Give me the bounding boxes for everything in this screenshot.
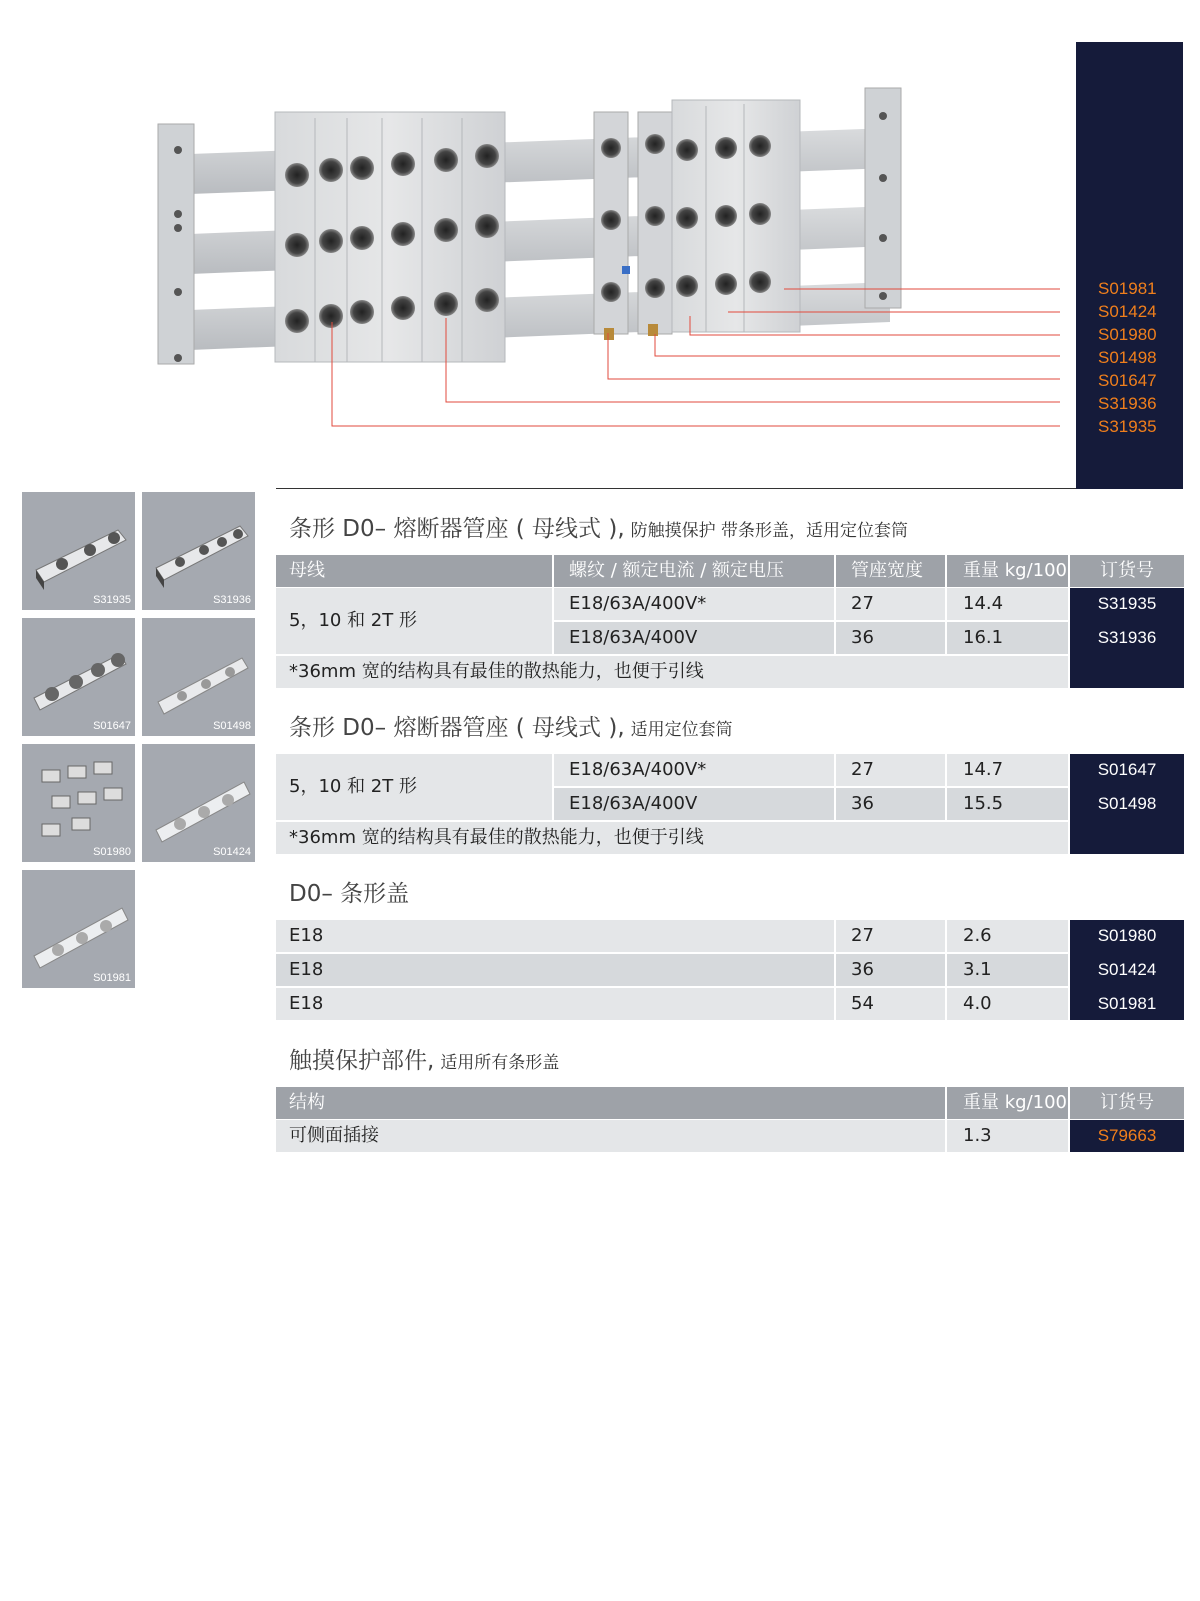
column-divider [834,555,836,654]
section-subtitle: 适用定位套筒 [630,720,733,740]
width-value: 27 [851,925,874,946]
section-subtitle: 适用所有条形盖 [440,1053,560,1073]
weight-value: 16.1 [963,627,1004,648]
width-value: 27 [851,593,874,614]
product-thumbnail [22,870,135,988]
strip-cover-image [142,618,255,736]
product-thumbnail [142,492,255,610]
table-note: *36mm 宽的结构具有最佳的散热能力，也便于引线 [289,661,704,682]
column-divider [945,555,947,654]
header-thread: 螺纹 / 额定电流 / 额定电压 [569,560,785,581]
product-thumbnail [142,618,255,736]
order-number: S01424 [1097,960,1157,979]
table-row [554,754,1070,786]
busbar-type: 5，10 和 2T 形 [289,610,417,631]
order-number: S01647 [1097,760,1157,779]
thread-value: E18 [289,925,324,946]
table-header-row [276,1087,1184,1119]
thread-value: E18/63A/400V [569,627,698,648]
thumbnail-label: S31935 [93,594,131,606]
header-weight: 重量 kg/100 [963,1092,1067,1113]
header-structure: 结构 [289,1092,325,1113]
table-row [554,588,1070,620]
section-title-text: 条形 D0– 熔断器管座 ( 母线式 ), [289,715,625,741]
table-row [276,988,1184,1020]
thumbnail-label: S01980 [93,846,131,858]
callout-label: S01424 [1098,302,1157,321]
order-number: S01980 [1097,926,1157,945]
weight-value: 15.5 [963,793,1004,814]
callout-label: S01647 [1098,371,1157,390]
weight-value: 1.3 [963,1125,992,1146]
table-note: *36mm 宽的结构具有最佳的散热能力，也便于引线 [289,827,704,848]
weight-value: 2.6 [963,925,992,946]
thumbnail-label: S01981 [93,972,131,984]
width-value: 54 [851,993,874,1014]
structure-value: 可侧面插接 [289,1125,379,1146]
product-thumbnail [22,492,135,610]
table-note-row [276,822,1184,854]
row-divider [554,786,1068,788]
thumbnail-label: S01647 [93,720,131,732]
width-value: 36 [851,793,874,814]
callout-label: S31935 [1098,417,1157,436]
section-title [289,879,409,909]
fuse-base-image [142,492,255,610]
thumbnail-label: S31936 [213,594,251,606]
table-row [554,622,1070,654]
section-title-text: 触摸保护部件, [289,1048,435,1074]
callout-label: S31936 [1098,394,1157,413]
column-divider [945,1087,947,1152]
callout-label: S01498 [1098,348,1157,367]
section-title-text: D0– 条形盖 [289,881,410,907]
table-header-row [276,555,1184,587]
table-row [276,1120,1184,1152]
table-row [554,788,1070,820]
row-divider [276,654,1068,656]
clamp-parts-image [22,744,135,862]
table-row [276,954,1184,986]
fuse-base-image [22,492,135,610]
weight-value: 3.1 [963,959,992,980]
width-value: 36 [851,959,874,980]
column-divider [552,555,554,654]
section-title [289,713,733,745]
width-value: 36 [851,627,874,648]
callout-label: S01980 [1098,325,1157,344]
section-title [289,514,908,546]
product-thumbnail [22,744,135,862]
product-thumbnail [22,618,135,736]
hero-divider [276,488,1076,489]
callout-label: S01981 [1098,279,1157,298]
width-value: 27 [851,759,874,780]
column-divider [834,920,836,1020]
busbar-type: 5，10 和 2T 形 [289,776,417,797]
weight-value: 4.0 [963,993,992,1014]
order-number: S31935 [1097,594,1157,613]
thumbnail-label: S01498 [213,720,251,732]
weight-value: 14.7 [963,759,1004,780]
order-number: S01498 [1097,794,1157,813]
order-number: S79663 [1097,1126,1157,1145]
thread-value: E18 [289,959,324,980]
section-title-text: 条形 D0– 熔断器管座 ( 母线式 ), [289,516,625,542]
table-row [276,920,1184,952]
header-width: 管座宽度 [851,560,923,581]
strip-cover-image [142,744,255,862]
order-number: S31936 [1097,628,1157,647]
fuse-base-image [22,618,135,736]
thread-value: E18/63A/400V* [569,593,707,614]
header-order: 订货号 [1100,1092,1154,1113]
header-busbar: 母线 [289,560,325,581]
thread-value: E18/63A/400V* [569,759,707,780]
header-weight: 重量 kg/100 [963,560,1067,581]
row-divider [276,820,1068,822]
header-order: 订货号 [1100,560,1154,581]
thumbnail-label: S01424 [213,846,251,858]
section-subtitle: 防触摸保护 带条形盖，适用定位套筒 [630,521,909,541]
thread-value: E18/63A/400V [569,793,698,814]
busbar-assembly-illustration [150,78,1200,478]
order-number: S01981 [1097,994,1157,1013]
weight-value: 14.4 [963,593,1004,614]
product-thumbnail [142,744,255,862]
row-divider [554,620,1068,622]
thread-value: E18 [289,993,324,1014]
row-divider [276,952,1068,954]
strip-cover-image [22,870,135,988]
section-title [289,1046,559,1078]
row-divider [276,986,1068,988]
column-divider [945,920,947,1020]
table-note-row [276,656,1184,688]
